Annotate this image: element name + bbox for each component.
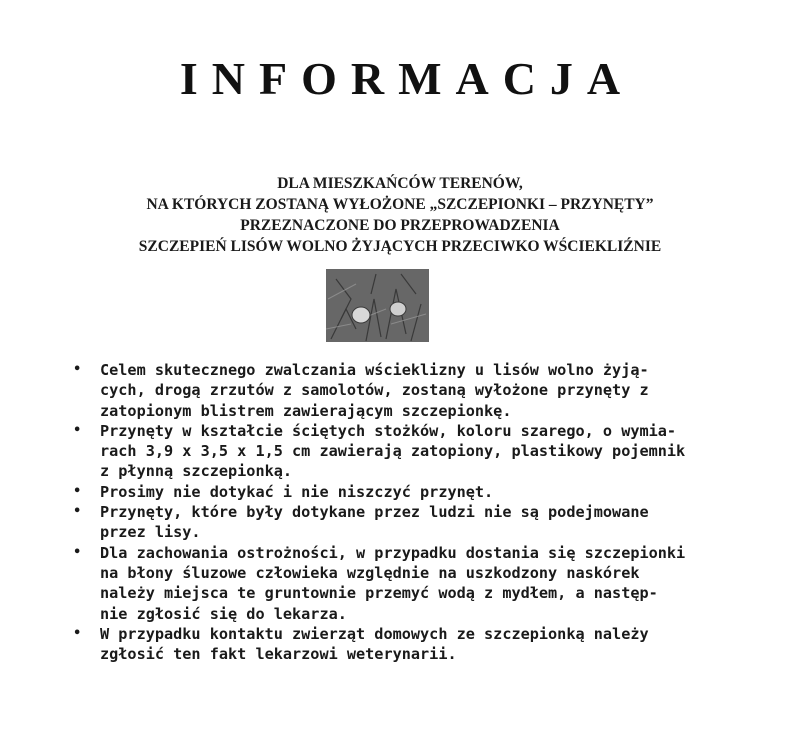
- list-item-line: należy miejsca te gruntownie przemyć wodą z mydłem, a następ-: [100, 584, 658, 603]
- subtitle-line: PRZEZNACZONE DO PRZEPROWADZENIA: [240, 217, 560, 234]
- list-item-line: rach 3,9 x 3,5 x 1,5 cm zawierają zatopiony, plastikowy pojemnik: [100, 442, 686, 461]
- list-item-line: z płynną szczepionką.: [100, 462, 293, 481]
- list-item-line: na błony śluzowe człowieka względnie na uszkodzony naskórek: [100, 563, 640, 582]
- page-title: INFORMACJA: [179, 53, 635, 104]
- subtitle-line: DLA MIESZKAŃCÓW TERENÓW,: [277, 175, 523, 192]
- subtitle-line: NA KTÓRYCH ZOSTANĄ WYŁOŻONE „SZCZEPIONKI – PRZYNĘTY”: [146, 196, 654, 213]
- bullet-icon: •: [73, 504, 82, 520]
- bullet-icon: •: [73, 422, 82, 438]
- subtitle-block: [100, 173, 700, 257]
- list-item-line: Dla zachowania ostrożności, w przypadku dostania się szczepionki: [100, 543, 686, 562]
- bullet-icon: •: [73, 483, 82, 499]
- list-item-line: W przypadku kontaktu zwierząt domowych ze szczepionką należy: [100, 624, 649, 643]
- bullet-icon: •: [73, 544, 82, 560]
- bullet-icon: •: [73, 362, 82, 377]
- list-item: [70, 624, 695, 665]
- bullet-icon: •: [73, 625, 82, 641]
- list-item-line: przez lisy.: [100, 523, 201, 542]
- list-item: [70, 502, 695, 543]
- list-item-line: Celem skutecznego zwalczania wścieklizny u lisów wolno żyją-: [100, 361, 649, 379]
- subtitle-line: SZCZEPIEŃ LISÓW WOLNO ŻYJĄCYCH PRZECIWKO WŚCIEKLIŹNIE: [138, 238, 662, 255]
- list-item-line: nie zgłosić się do lekarza.: [100, 604, 347, 623]
- list-item-line: cych, drogą zrzutów z samolotów, zostaną wyłożone przynęty z: [100, 381, 649, 400]
- list-item-line: Przynęty, które były dotykane przez ludzi nie są podejmowane: [100, 503, 649, 522]
- list-item-line: zatopionym blistrem zawierającym szczepionkę.: [100, 401, 512, 420]
- list-item: [70, 543, 695, 624]
- list-item: [70, 421, 695, 482]
- list-item-line: Prosimy nie dotykać i nie niszczyć przynęt.: [100, 482, 494, 501]
- list-item-line: zgłosić ten fakt lekarzowi weterynarii.: [100, 645, 457, 664]
- bait-photo: [326, 269, 429, 342]
- bait-photo-image: [326, 269, 429, 342]
- list-item: [70, 482, 695, 502]
- list-item: [70, 360, 695, 421]
- list-item-line: Przynęty w kształcie ściętych stożków, koloru szarego, o wymia-: [100, 421, 677, 440]
- info-list: [70, 360, 695, 664]
